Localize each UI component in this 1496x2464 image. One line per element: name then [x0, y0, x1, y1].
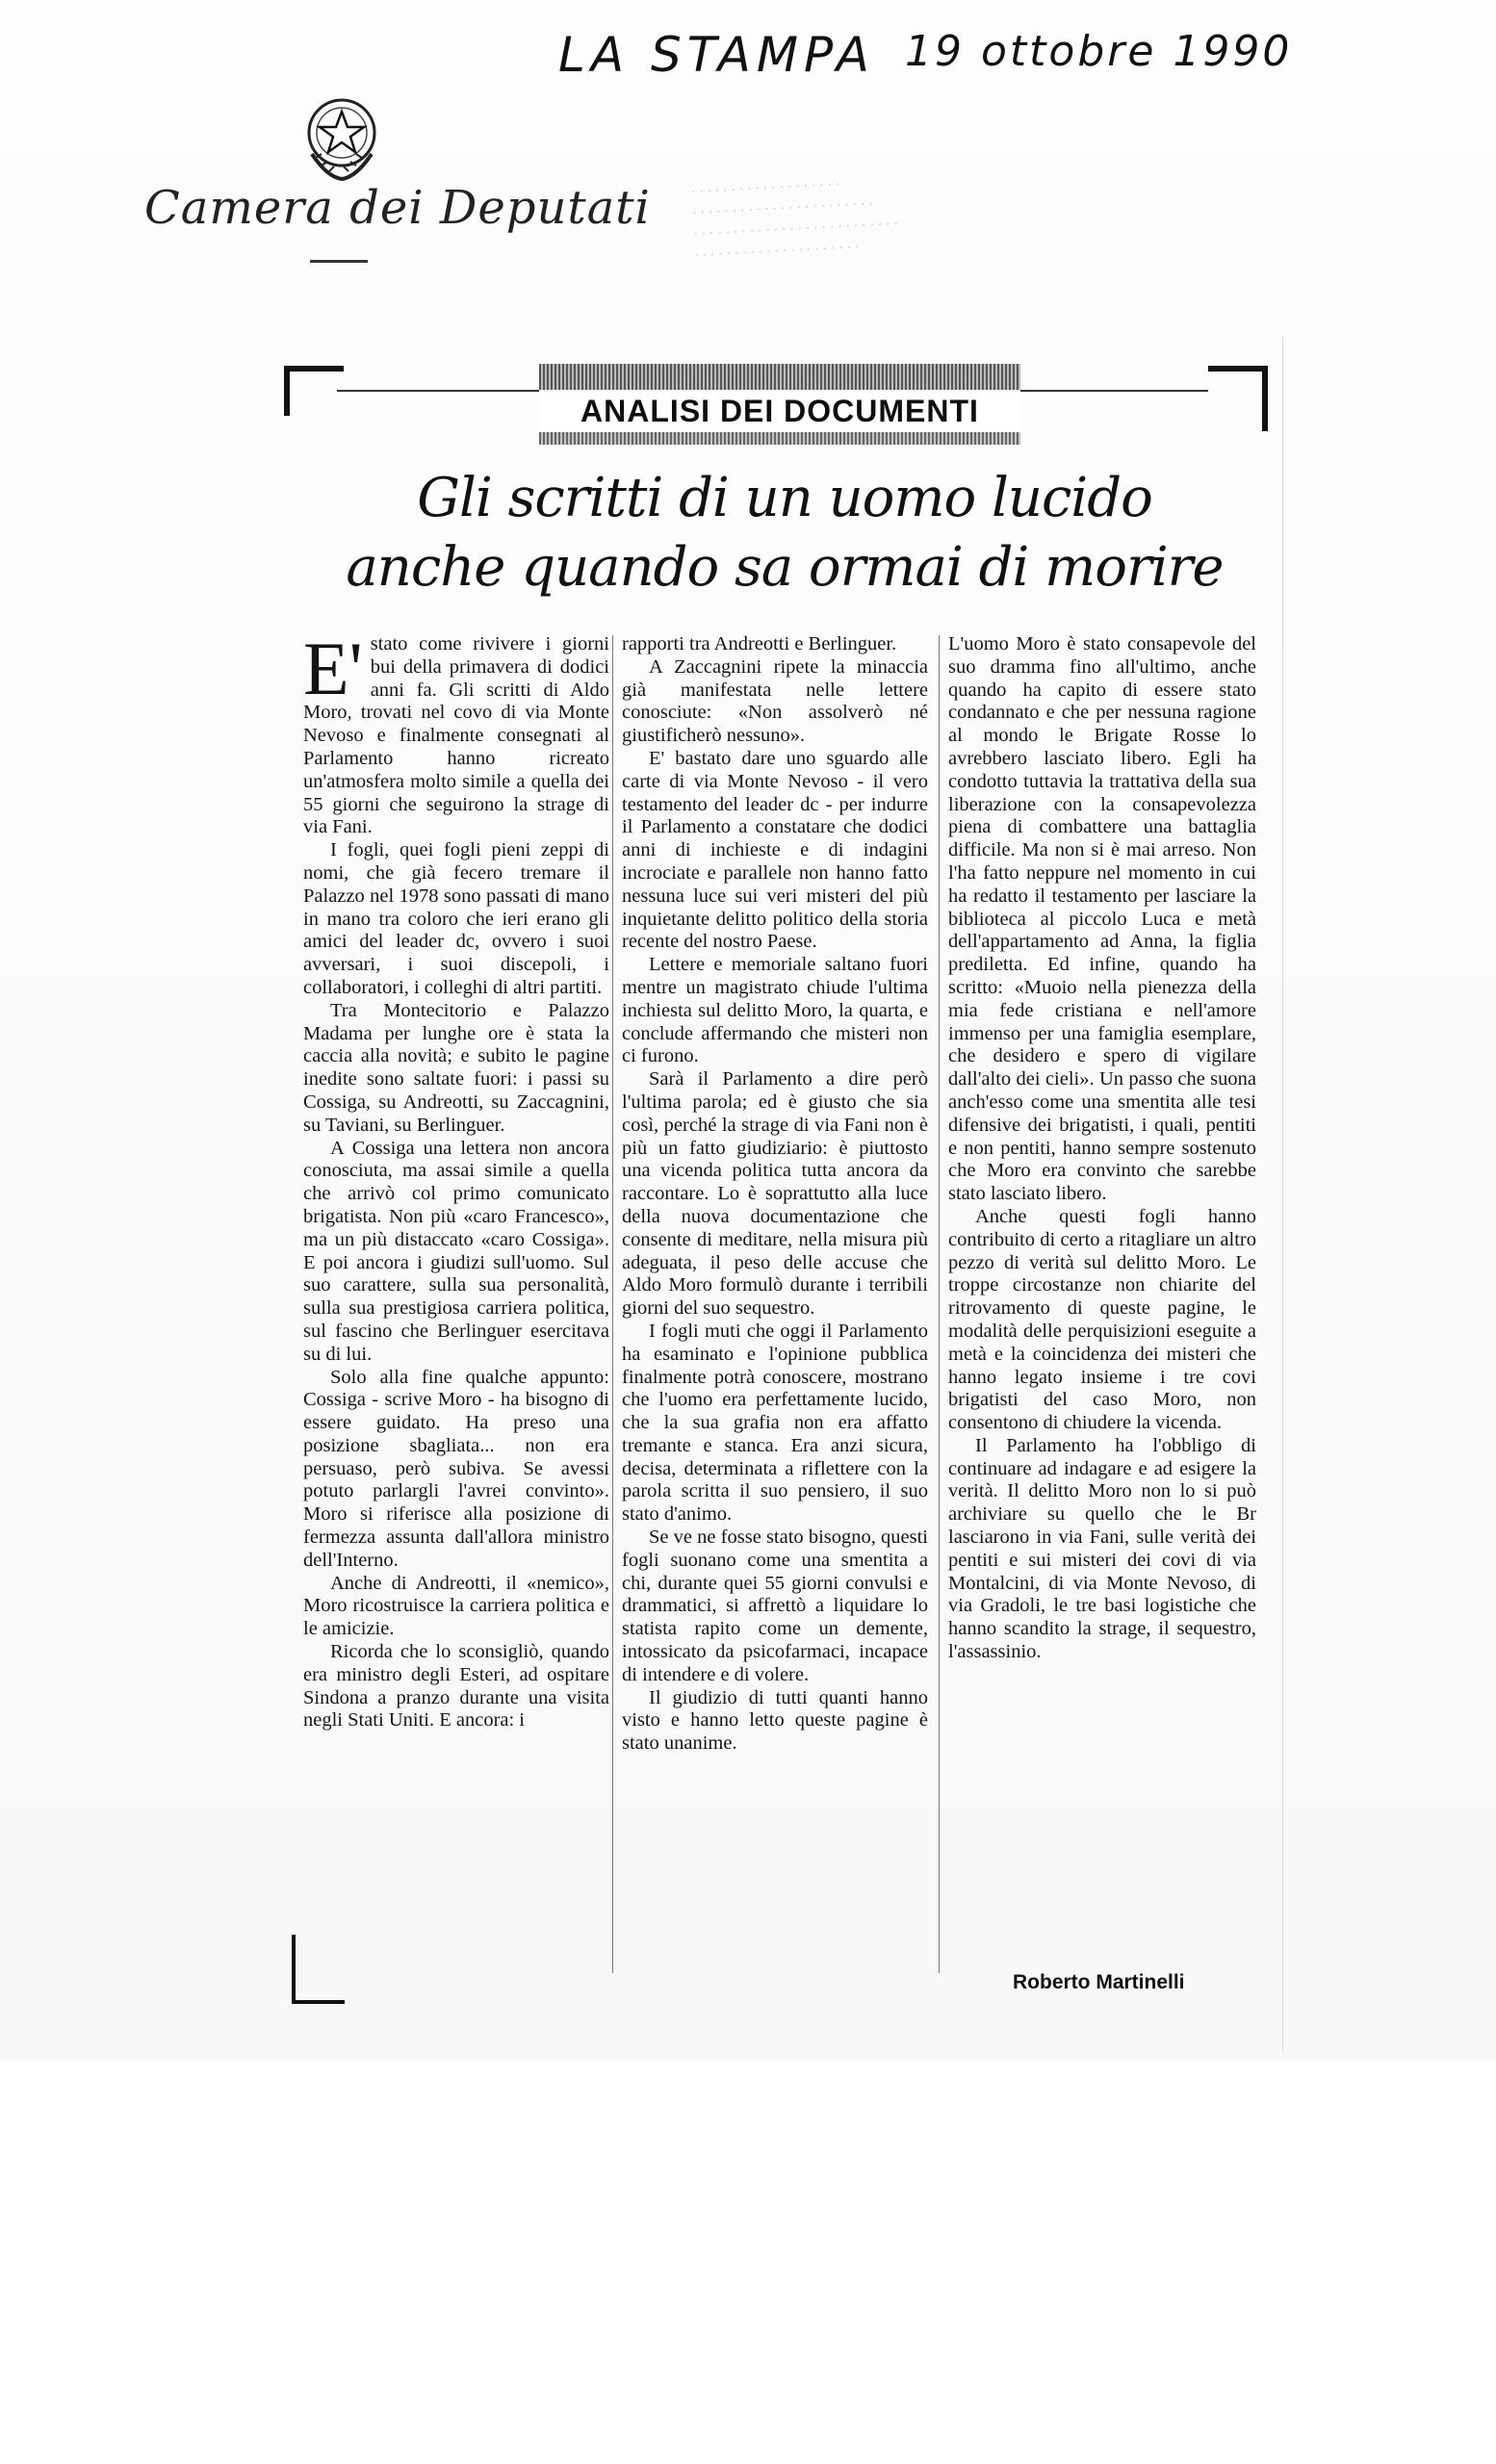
- bottom-left-bracket-h: [292, 2000, 345, 2004]
- paragraph: Tra Montecitorio e Palazzo Madama per lunghe ore è stata la caccia alla novità; e subito le pagine inedite sono saltate fuori: i passi su Cossiga, su Andreotti, su Zaccagnini, su Taviani, su Berlinguer.: [303, 999, 609, 1136]
- stamp-ghost: . . . . . . . . . . . . . . . . . . . . . . . . . . . . . . . . . . . . . . . . . . . . . . . . . . . . . . . . . . . . . . . . . . . . . . . . . . . . . . . . . . . . . . . . .: [690, 171, 898, 260]
- corner-bracket-left-h: [284, 366, 344, 372]
- paragraph: L'uomo Moro è stato consapevole del suo dramma fino all'ultimo, anche quando ha capito di essere stato condannato e che per nessuna ragione al mondo le Brigate Rosse lo avrebbero lasciato libero. Egli ha condotto tuttavia la trattativa della sua liberazione con la consapevolezza piena di combattere una battaglia difficile. Ma non si è mai arreso. Non l'ha fatto neppure nel momento in cui ha redatto il testamento per lasciare la biblioteca al piccolo Luca e metà dell'appartamento ad Anna, la figlia prediletta. Ed infine, quando ha scritto: «Muoio nella pienezza della mia fede cristiana e nell'amore immenso per una famiglia esemplare, che desidero e spero di vigilare dall'alto dei cieli». Un passo che suona anch'esso come una smentita alle tesi difensive dei brigatisti, i quali, pentiti e non pentiti, hanno sempre sostenuto che Moro era convinto che sarebbe stato lasciato libero.: [948, 633, 1256, 1205]
- column-separator-2: [939, 635, 940, 1973]
- paragraph: A Zaccagnini ripete la minaccia già manifestata nelle lettere conosciute: «Non assolverò né giustificherò nessuno».: [622, 655, 928, 747]
- paragraph: Sarà il Parlamento a dire però l'ultima parola; ed è giusto che sia così, perché la strage di via Fani non è più un fatto giudiziario: è piuttosto una vicenda politica tutta ancora da raccontare. Lo è soprattutto alla luce della nuova documentazione che consente di meditare, nella misura più adeguata, il peso delle accuse che Aldo Moro formulò durante i terribili giorni del suo sequestro.: [622, 1068, 928, 1320]
- section-rubric: ANALISI DEI DOCUMENTI: [539, 390, 1020, 432]
- institution-name: Camera dei Deputati: [144, 181, 651, 235]
- paragraph: Lettere e memoriale saltano fuori mentre un magistrato chiude l'ultima inchiesta sul delitto Moro, la quarta, e conclude affermando che misteri non ci furono.: [622, 954, 928, 1067]
- handwritten-publication: LA STAMPA: [558, 27, 875, 83]
- paragraph: E' bastato dare uno sguardo alle carte di via Monte Nevoso - il vero testamento del leader dc - per indurre il Parlamento a constatare che dodici anni di inchieste e di indagini incrociate e parallele non hanno fatto nessuna luce sui veri misteri del più inquietante delitto politico della storia recente del nostro Paese.: [622, 747, 928, 953]
- scan-edge-line: [1282, 337, 1283, 2050]
- institution-rule: [310, 260, 368, 263]
- handwritten-date: 19 ottobre 1990: [905, 27, 1293, 76]
- paragraph: rapporti tra Andreotti e Berlinguer.: [622, 633, 897, 654]
- headline-line-2: anche quando sa ormai di morire: [346, 536, 1224, 599]
- drop-cap: E': [303, 627, 363, 710]
- corner-bracket-right-h: [1208, 366, 1268, 372]
- paragraph: Ricorda che lo sconsigliò, quando era ministro degli Esteri, ad ospitare Sindona a pranzo durante una visita negli Stati Uniti. E ancora: i: [303, 1641, 609, 1732]
- corner-bracket-left-v: [284, 366, 290, 416]
- headline-line-1: Gli scritti di un uomo lucido: [417, 467, 1152, 529]
- paragraph: I fogli, quei fogli pieni zeppi di nomi, che già fecero tremare il Palazzo nel 1978 sono passati di mano in mano tra coloro che ieri erano gli amici del leader dc, ovvero i suoi avversari, i suoi discepoli, i collaboratori, i colleghi di altri partiti.: [303, 839, 609, 998]
- republic-emblem-icon: [289, 85, 395, 191]
- paragraph: Anche di Andreotti, il «nemico», Moro ricostruisce la carriera politica e le amicizie.: [303, 1572, 609, 1640]
- paragraph: I fogli muti che oggi il Parlamento ha esaminato e l'opinione pubblica finalmente potrà conoscere, mostrano che l'uomo era perfettamente lucido, che la sua grafia non era affatto tremante e stanca. Era anzi sicura, decisa, determinata a riflettere con la parola scritta il suo pensiero, il suo stato d'animo.: [622, 1320, 928, 1526]
- paragraph: Se ve ne fosse stato bisogno, questi fogli suonano come una smentita a chi, durante quei 55 giorni convulsi e drammatici, si affrettò a liquidare lo statista rapito come un demente, intossicato da psicofarmaci, incapace di intendere e di volere.: [622, 1527, 928, 1685]
- rubric-pattern-bottom: [539, 431, 1020, 445]
- article-byline: Roberto Martinelli: [1013, 1971, 1185, 1993]
- paragraph: [303, 627, 609, 839]
- corner-bracket-right-v: [1262, 366, 1268, 431]
- paragraph-text: stato come rivivere i giorni bui della primavera di dodici anni fa. Gli scritti di Aldo Moro, trovati nel covo di via Monte Nevoso e finalmente consegnati al Parlamento hanno ricreato un'atmosfera molto simile a quella dei 55 giorni che seguirono la strage di via Fani.: [303, 633, 609, 838]
- paragraph: Solo alla fine qualche appunto: Cossiga - scrive Moro - ha bisogno di essere guidato. Ha preso una posizione sbagliata... non era persuaso, però subiva. Se avessi potuto parlargli l'avrei convinto». Moro si riferisce alla posizione di fermezza assunta dall'allora ministro dell'Interno.: [303, 1366, 609, 1571]
- paragraph: Anche questi fogli hanno contribuito di certo a ritagliare un altro pezzo di verità sul delitto Moro. Le troppe circostanze non chiarite del ritrovamento di queste pagine, le modalità delle perquisizioni eseguite a metà e la coincidenza dei misteri che hanno legato insieme i tre covi brigatisti del caso Moro, non consentono di chiudere la vicenda.: [948, 1205, 1256, 1434]
- article-column-2: [622, 633, 928, 1756]
- column-separator-1: [612, 635, 613, 1973]
- paragraph: A Cossiga una lettera non ancora conosciuta, ma assai simile a quella che arrivò col primo comunicato brigatista. Non più «caro Francesco», ma un più distaccato «caro Cossiga». E poi ancora i giudizi sull'uomo. Sul suo carattere, sulla sua personalità, sulla sua prestigiosa carriera politica, sul fascino che Berlinguer esercitava su di lui.: [303, 1137, 609, 1365]
- article-headline: [289, 464, 1280, 603]
- paragraph: Il Parlamento ha l'obbligo di continuare ad indagare e ad esigere la verità. Il delitto Moro non lo si può archiviare su quello che le Br lasciarono in via Fani, sulle verità dei pentiti e sui misteri dei covi di via Montalcini, di via Monte Nevoso, di via Gradoli, le tre basi logistiche che hanno scandito la strage, il sequestro, l'assassinio.: [948, 1434, 1256, 1663]
- paragraph: Il giudizio di tutti quanti hanno visto e hanno letto queste pagine è stato unanime.: [622, 1686, 928, 1755]
- bottom-left-bracket-v: [292, 1935, 296, 2004]
- article-column-1: [303, 627, 609, 1732]
- article-column-3: [948, 633, 1256, 1664]
